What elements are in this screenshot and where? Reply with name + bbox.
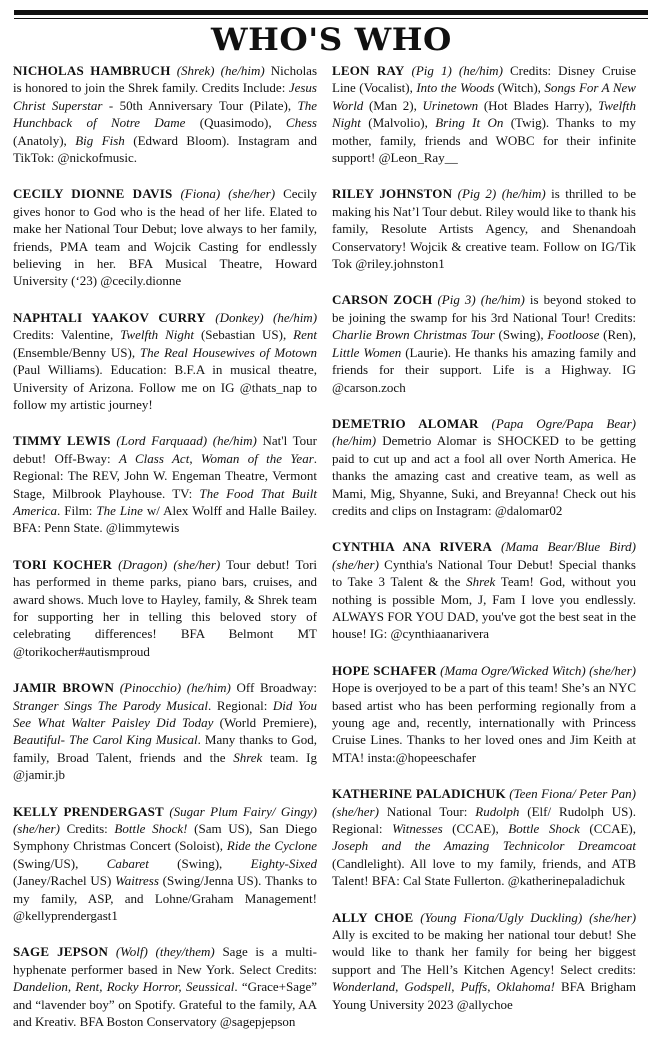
role-text: (he/him) [501,186,546,202]
bio-entry [332,662,636,766]
bio-text: Ally is excited to be making her national tour debut! She would like to thank her family for being her biggest support and The Hell’s Kitchen Agency! Select credits: [332,927,636,977]
bio-text: Team! God, without you nothing is possible Mom, J, Fam I love you endlessly. ALWAYS FOR YOU DAD, you've got the best seat in the house! IG: @cynthiaanarivera [332,574,636,642]
credit-title: Into the Woods [416,80,495,96]
role-text: (he/him) [212,433,257,449]
performer-name: LEON RAY [332,63,405,78]
bio-entry [13,803,317,925]
credit-title: Joseph and the Amazing Technicolor Dreamcoat [332,838,636,854]
bio-text: National Tour: [378,803,476,819]
role-text: (Wolf) [115,944,148,960]
bio-text: Nicholas is honored to join the Shrek family. Credits Include: [13,63,318,96]
bio-text: (Anatoly), [13,132,76,148]
bio-text: Credits: Disney Cruise Line (Vocalist), [332,63,637,96]
performer-name: KELLY PRENDERGAST [13,803,164,819]
left-column [13,62,317,1050]
bio-text: (Malvolio), [360,115,436,131]
credit-title: Stranger Sings The Parody Musical [13,697,209,713]
credit-title: Wonderland [332,979,396,995]
bio-text: (Swing/Jenna US). Thanks to my family, ASP, and Lohne/Graham Management! @kellyprendergast1 [13,873,317,924]
performer-name: ALLY CHOE [332,909,414,925]
credit-title: Shrek [466,574,496,590]
credit-title: Twelfth Night [120,327,195,343]
credit-title: Dandelion, Rent, Rocky Horror, Seussical [13,979,235,995]
bio-text: (Edward Bloom). Instagram and TikTok: @nickofmusic. [13,132,317,166]
bio-entry [13,432,317,536]
role-text: (Sugar Plum Fairy/ Gingy) [169,803,318,819]
bio-entry [332,185,636,272]
credit-title: Godspell [404,979,452,995]
role-text: (she/her) [332,803,379,819]
credit-title: Little Women [332,344,402,360]
bio-entry [13,62,317,166]
role-text: (Pig 3) [437,292,476,308]
role-text: (Fiona) [180,186,221,202]
credit-title: The Real Housewives of Motown [139,344,317,360]
credit-title: Chess [285,115,317,131]
role-text: (she/her) [173,556,221,572]
performer-name: NAPHTALI YAAKOV CURRY [13,309,206,325]
credit-title: Cabaret [106,855,149,871]
bio-text: BFA Brigham Young University 2023 @allychoe [332,979,637,1012]
bio-text: (Ensemble/Benny US), [13,344,140,360]
credit-title: Beautiful- The Carol King Musical [13,732,198,748]
bio-text: (Hot Blades Harry), [478,97,598,113]
bio-text [492,539,501,554]
credit-title: Charlie Brown Christmas Tour [332,327,495,343]
credit-title: Puffs [460,979,488,995]
performer-name: JAMIR BROWN [13,680,115,696]
bio-text: . Many thanks to God, family, Broad Talent, friends and the [13,732,317,765]
credit-title: Waitress [115,873,159,889]
performer-name: CYNTHIA ANA RIVERA [332,539,493,555]
bio-text: (Swing/US), [13,855,107,871]
bio-text: (CCAE), [442,821,509,837]
bio-text: Credits: [59,821,115,837]
credit-title: Woman of the Year [200,450,314,466]
right-column [332,62,636,1032]
role-text: (Lord Farquaad) [116,433,208,449]
bio-text [452,63,459,78]
role-text: (Mama Bear/Blue Bird) [501,539,637,555]
bio-text: is thrilled to be making his Nat’l Tour debut. Riley would like to thank his family, Resolute Artists Agency, and Shenandoah Conservatory! Wojcik & creative team. Follow on IG/Tik Tok @riley.johnston1 [332,186,637,272]
bio-entry [332,291,636,395]
bio-entry [13,679,317,783]
credit-title: The Food That Built America [13,485,317,518]
role-text: (she/her) [589,662,637,678]
bio-text [148,944,156,959]
credit-title: Witnesses [392,821,443,837]
role-text: (he/him) [220,63,265,78]
credit-title: Ride the Cyclone [226,838,317,854]
bio-text: , [395,979,405,995]
bio-text: (Ren), [599,327,636,343]
credit-title: Big Fish [75,132,125,148]
role-text: (Donkey) [215,309,264,325]
bio-text: (Sebastian US), [194,327,294,343]
bio-text: (World Premiere), [213,715,318,730]
role-text: (he/him) [186,680,231,696]
bio-text [404,63,411,78]
bio-text: Off Broadway: [230,680,318,696]
bio-text: - 50th Anniversary Tour (Pilate), [102,97,298,113]
bio-text: (Candlelight). All love to my family, friends, and ATB Talent! BFA: Cal State Fullerton. @katherinepaladichuk [332,855,636,889]
bio-text: (Janey/Rachel US) [13,873,116,889]
credit-title: Jesus Christ Superstar [13,80,317,113]
credit-title: Rudolph [475,803,520,819]
performer-name: DEMETRIO ALOMAR [332,415,479,431]
bio-text: (Elf/ Rudolph US). Regional: [332,803,636,837]
bio-text: team. Ig @jamir.jb [13,749,317,783]
bio-text: (CCAE), [579,821,636,837]
role-text: (Pig 1) [411,63,452,78]
credit-title: Eighty-Sixed [250,855,318,871]
performer-name: CARSON ZOCH [332,292,433,308]
bio-text: (Twig). Thanks to my mother, family, friends and WOBC for their infinite support! @Leon_Ray__ [332,115,636,166]
bio-entry [332,909,636,1013]
bio-text [264,310,273,325]
credit-title: A Class Act [118,450,190,466]
bio-text [220,186,228,201]
role-text: (she/her) [228,186,276,202]
bio-text [206,310,215,325]
bio-text: (Laurie). He thanks his amazing family and friends for their support. Life is a Highway. IG @carson.zoch [332,344,636,395]
role-text: (she/her) [13,821,60,837]
credit-title: Twelfth Night [332,97,636,131]
bio-text: (Quasimodo), [185,115,286,131]
header-rule-thick [14,10,648,15]
bio-text: Hope is overjoyed to be a part of this team! She’s an NYC based artist who has been performing regionally from a young age and, recently, internationally with Princess Cruise Lines. Thanks to her loved ones and Jim Keith at MTA! insta:@hopeeschafer [332,680,636,765]
credit-title: Did You See What Walter Paisley Did Today [13,697,318,730]
role-text: (Papa Ogre/Papa Bear) [491,415,637,431]
performer-name: CECILY DIONNE DAVIS [13,186,173,202]
role-text: (Pinocchio) [119,680,182,696]
bio-text: . Film: [57,502,97,518]
performer-name: NICHOLAS HAMBRUCH [13,63,171,78]
bio-text [479,416,492,431]
credit-title: Bottle Shock [508,821,580,837]
credit-title: The Line [96,502,143,518]
credit-title: Oklahoma! [496,979,555,995]
credit-title: Urinetown [422,97,479,113]
performer-name: SAGE JEPSON [13,944,109,960]
bio-text: Cynthia's National Tour Debut! Special thanks to Take 3 Talent & the [332,556,636,590]
bio-text: , [189,450,201,466]
bio-text: , [451,979,461,995]
bio-text: (Paul Williams). Education: B.F.A in musical theatre, University of Arizona. Follow me on IG @thats_nap to follow my artistic journey! [13,362,317,412]
bio-entry [13,185,317,289]
bio-text: , [487,979,497,995]
role-text: (Shrek) [176,63,215,78]
credit-title: Songs For A New World [332,80,636,113]
bio-text: Nat'l Tour debut! Off-Bway: [13,433,318,466]
bio-text: Sage is a multi-hyphenate performer based in New York. Select Credits: [13,944,317,977]
performer-name: RILEY JOHNSTON [332,186,453,202]
credit-title: Bottle Shock! [114,821,188,837]
credit-title: Footloose [547,327,600,343]
page-title: WHO'S WHO [211,22,452,58]
role-text: (he/him) [272,309,318,325]
role-text: (he/him) [458,63,503,78]
header-rule-thin [14,18,648,19]
bio-text: . Regional: [208,697,273,713]
bio-entry [332,785,636,889]
role-text: (she/her) [589,909,637,925]
bio-entry [13,309,317,413]
credit-title: Bring It On [435,115,504,131]
performer-name: TORI KOCHER [13,556,113,572]
bio-text [108,944,116,959]
bio-text: Credits: Valentine, [13,327,121,343]
credit-title: Shrek [233,749,263,765]
bio-text: Cecily gives honor to God who is the head of her life. Elated to make her National Tour Debut; love always to her family, friends, PMA team and Wojcik Casting for endlessly believing in her. BFA Musical Theatre, Howard University (‘23) @cecily.dionne [13,186,317,289]
bio-text: Tour debut! Tori has performed in theme parks, piano bars, cruises, and award shows. Much love to Hayley, family, & Shrek team for supporting her in telling this beloved story of celebrating differences! BFA Belmont MT @torikocher#autismproud [13,556,318,659]
role-text: (Young Fiona/Ugly Duckling) [420,909,583,925]
performer-name: KATHERINE PALADICHUK [332,786,506,802]
role-text: (she/her) [332,556,379,572]
bio-text: Demetrio Alomar is SHOCKED to be getting paid to cut up and act a fool all over North America. He thanks the amazing cast and creative team, as well as Mami, Mig, Shyanne, Suki, and Breyanna! Check out his credits and clips on Instagram: @dalomar02 [332,433,636,518]
role-text: (Dragon) [118,556,168,572]
bio-text: (Witch), [494,80,545,96]
bio-text: is beyond stoked to be joining the swamp for his 3rd National Tour! Credits: [332,292,636,325]
bio-text: w/ Alex Wolff and Halle Bailey. BFA: Penn State. @limmytewis [13,502,317,536]
role-text: (he/him) [332,433,377,449]
performer-name: HOPE SCHAFER [332,662,437,678]
role-text: (he/him) [480,292,525,308]
bio-entry [332,415,636,519]
bio-text: (Swing), [148,855,251,871]
bio-entry [332,62,636,166]
bio-text: (Man 2), [363,97,423,113]
bio-entry [13,556,317,660]
bio-entry [13,943,317,1030]
performer-name: TIMMY LEWIS [13,433,111,449]
bio-text: (Sam US), San Diego Symphony Christmas Concert (Soloist), [13,821,317,854]
bio-text: (Swing), [494,327,548,343]
role-text: (Mama Ogre/Wicked Witch) [440,662,586,678]
credit-title: Rent [293,327,317,343]
bio-text: . Regional: The REV, John W. Engeman Theatre, Vermont Stage, Milbrook Playhouse. TV: [13,450,318,501]
bio-text: . “Grace+Sage” and “lavender boy” on Spotify. Grateful to the family, AA and Kreativ. BFA Boston Conservatory @sagepjepson [13,979,318,1030]
role-text: (Teen Fiona/ Peter Pan) [509,786,637,802]
role-text: (they/them) [155,944,215,960]
bio-entry [332,538,636,642]
credit-title: The Hunchback of Notre Dame [13,97,318,131]
role-text: (Pig 2) [457,186,497,202]
